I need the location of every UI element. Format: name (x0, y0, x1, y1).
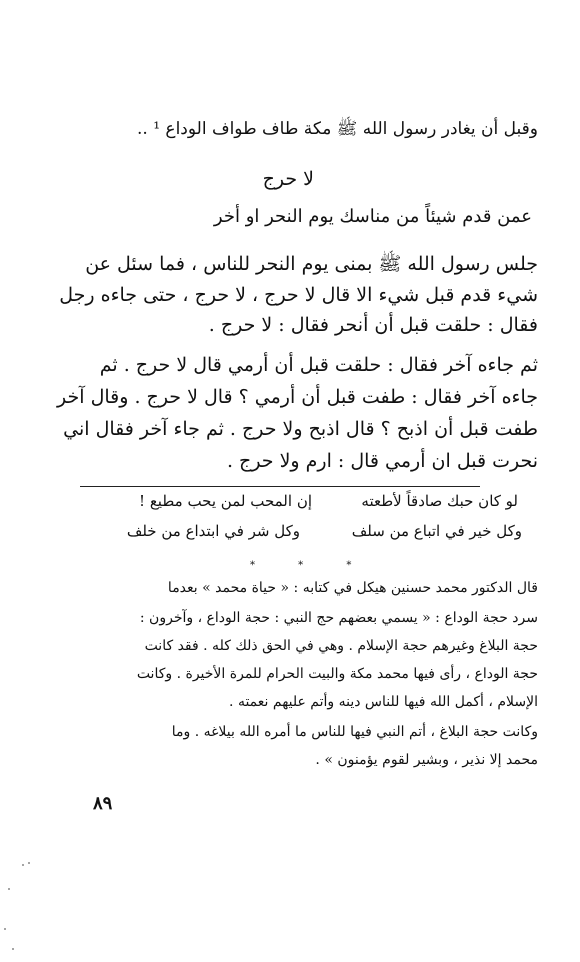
paragraph2-line: ثم جاءه آخر فقال : حلقت قبل أن أرمي قال لا حرج . ثم (99, 354, 538, 376)
verse-line2-right: وكل خير في اتباع من سلف (351, 522, 522, 540)
verse-divider (80, 486, 480, 487)
paragraph2-line: جاءه آخر فقال : طفت قبل أن أرمي ؟ قال لا حرج . وقال آخر (57, 386, 538, 408)
paragraph3-line: محمد إلا نذير ، وبشير لقوم يؤمنون » . (315, 752, 538, 768)
paragraph1-line: شيء قدم قبل شيء الا قال لا حرج ، لا حرج ، حتى جاءه رجل (59, 284, 538, 306)
verse-line2-left: وكل شر في ابتداع من خلف (126, 522, 300, 540)
paragraph1-line: فقال : حلقت قبل أن أنحر فقال : لا حرج . (208, 314, 538, 336)
paragraph2-line: طفت قبل أن اذبح ؟ قال اذبح ولا حرج . ثم جاء آخر فقال اني (63, 418, 538, 440)
paragraph2-line: نحرت قبل ان أرمي قال : ارم ولا حرج . (226, 450, 538, 472)
paragraph3-line: حجة البلاغ وغيرهم حجة الإسلام . وهي في الحق ذلك كله . فقد كانت (144, 638, 538, 654)
section-heading: لا حرج (262, 168, 314, 190)
scan-specks (0, 840, 40, 960)
verse-line1-left: إن المحب لمن يحب مطيع ! (139, 492, 312, 510)
paragraph3-line: وكانت حجة البلاغ ، أتم النبي فيها للناس ما أمره الله بيلاغه . وما (171, 724, 538, 740)
section-subheading: عمن قدم شيئاً من مناسك يوم النحر او أخر (213, 206, 532, 227)
paragraph3-line: حجة الوداع ، رأى فيها محمد مكة والبيت الحرام للمرة الأخيرة . وكانت (136, 666, 538, 682)
verse-line1-right: لو كان حبك صادقاً لأطعته (361, 492, 518, 510)
page-number: ٨٩ (93, 793, 113, 814)
intro-line: وقبل أن يغادر رسول الله ﷺ مكة طاف طواف الوداع ¹ .. (136, 119, 538, 139)
section-separator: * * * (250, 560, 372, 571)
paragraph3-line: سرد حجة الوداع : « يسمي بعضهم حج النبي : حجة الوداع ، وآخرون : (139, 610, 538, 626)
paragraph3-line: قال الدكتور محمد حسنين هيكل في كتابه : « حياة محمد » بعدما (167, 580, 538, 596)
paragraph3-line: الإسلام ، أكمل الله فيها للناس دينه وأتم عليهم نعمته . (229, 694, 538, 710)
paragraph1-line: جلس رسول الله ﷺ بمنى يوم النحر للناس ، فما سئل عن (85, 253, 538, 275)
